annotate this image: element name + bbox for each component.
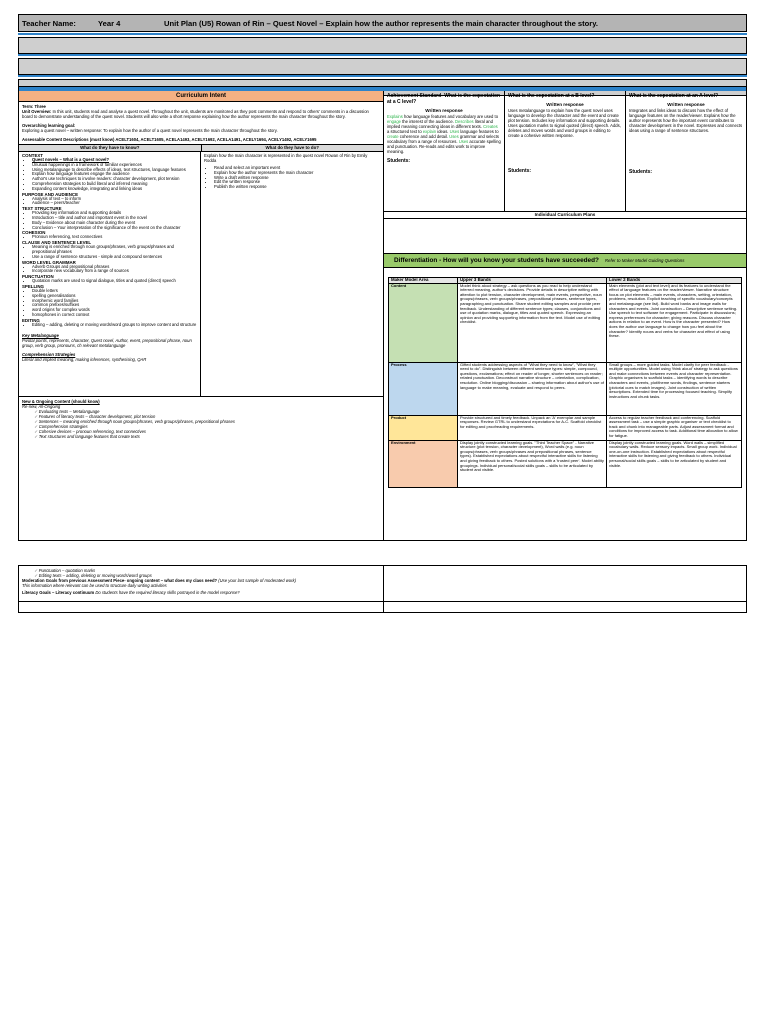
b-students-label: Students:	[508, 168, 532, 174]
context-list	[22, 158, 197, 192]
c-level-title: Achievement Standard- What is the expectation at a C level?	[387, 93, 501, 105]
header-bar	[18, 14, 747, 32]
clause-heading: CLAUSE AND SENTENCE LEVEL	[22, 240, 92, 246]
punctuation-list	[22, 279, 197, 284]
literacy-goals: Literacy Goals – Literacy continuum Do students have the required literacy skills portrayed in the model response?	[22, 590, 240, 595]
goal-label: Overarching learning goal:	[22, 123, 76, 128]
list-item: • Audience – peers/teacher	[32, 201, 197, 206]
list-item: ✓ Editing texts – adding, deleting or moving words/word groups	[34, 573, 380, 578]
list-item: • Comprehension strategies to build literal and inferred meaning	[32, 182, 197, 187]
list-item: • Explain how the author represents the main character	[214, 171, 380, 176]
do-column	[201, 152, 383, 396]
unit-plan-table	[18, 86, 747, 541]
list-item: • word origins for complex words	[32, 308, 197, 313]
unit-title: Unit Plan (U5) Rowan of Rin – Quest Novel – Explain how the author represents the main character throughout the story.	[164, 18, 599, 28]
ongoing-content	[19, 397, 383, 441]
list-item: • Use a range of sentence structures - simple and compound sentences	[32, 255, 197, 260]
moderation-goals: Moderation Goals from previous Assessment Piece- ongoing content – what does my class need? (Use your last sample of moderated work)	[22, 578, 296, 583]
list-item: • Quest novels – What is a Quest novel?	[32, 158, 197, 163]
c-level-cell	[384, 91, 505, 211]
header-divider-3	[18, 75, 747, 77]
editing-heading: EDITING	[22, 317, 40, 323]
list-item: ✓ Text structures and language features that create texts	[34, 434, 380, 439]
spelling-heading: SPELLING	[22, 283, 44, 289]
list-item: ✓ Sentences – meaning enriched through noun groups/phrases, verb groups/phrases, prepositional phrases	[34, 419, 380, 424]
list-item: • Adverb Groups and prepositional phrases	[32, 265, 197, 270]
purpose-heading: PURPOSE AND AUDIENCE	[22, 191, 79, 197]
header-divider-2	[18, 54, 747, 56]
structure-list	[22, 211, 197, 230]
list-item: • Introduction – title and author and important event in the novel	[32, 216, 197, 221]
list-item: • spelling generalisations	[32, 294, 197, 299]
list-item: • Meaning is enriched through noun groups/phrases, verb groups/phrases and prepositional phrases	[32, 245, 197, 255]
header-row-3	[18, 58, 747, 75]
teacher-name-label: Teacher Name:	[22, 18, 76, 28]
column-header: Maker Model Area	[389, 278, 458, 284]
area-cell: Content	[389, 283, 458, 362]
ongoing-sub: Re-new, All-Ongoing	[22, 404, 61, 409]
comprehension-label: Comprehension Strategies	[22, 351, 76, 357]
ongoing-list	[22, 409, 380, 439]
lower-cell: Main elements (plot and text level) and its features to understand the effect of language features on the reader/viewer. Narrative structure focus on plot elements – main events, characters, setting, orientation, problems, resolution. Explicit teaching of specific vocabulary/concepts and metalanguage (see list). Build word banks and image walls for characters and events. Joint construction – Descriptive sentence writing. Use speech to text software for engagement. Participate in discussions; express preferences for character; giving reasons. Discuss character actions in relation to an event. How is the character presented? How does the author use language to change how you feel about the character? Identify nouns and verbs for character and effect of using these.	[607, 283, 742, 362]
continuation-divider	[19, 601, 746, 602]
unit-overview	[19, 102, 383, 144]
list-item: • Incorporate new vocabulary from a range of sources	[32, 269, 197, 274]
context-heading: CONTEXT	[22, 153, 43, 158]
list-item: ✓ Comprehension strategies	[34, 424, 380, 429]
b-level-title: What is the expectation at a B level?	[508, 93, 595, 99]
goal-text: Exploring a quest novel – written response: To explain how the author of a quest novel represents the main character throughout the story.	[22, 128, 278, 133]
know-do-body	[19, 152, 383, 397]
do-header: What do they have to do?	[265, 145, 319, 150]
a-level-cell	[626, 91, 746, 211]
table-row	[389, 415, 742, 440]
word-heading: WORD LEVEL GRAMMAR	[22, 259, 76, 265]
do-list	[204, 166, 380, 190]
header-divider	[18, 33, 747, 35]
upper-cell: Gifted students addressing aspects of "What they need to know", "What they need to do". Distinguish between different sentence types: simple, compound, questions, exclamations; effect on reader of longer, shorter sentences on reader; related punctuation. Deconstruct narrative structure – orientation, complication, resolution. Online blogging/discussion – sharing information about author's use of language to make meaning, evaluate and respond to peers.	[458, 362, 607, 415]
list-item: • Expanding content knowledge, integrating and linking ideas	[32, 187, 197, 192]
achievement-standards	[384, 91, 746, 212]
c-level-text: Explains how language features and vocabulary are used to engage the interest of the audience. Describes literal and implied meaning connecting ideas in different texts. Creates a structured text to explain ideas. Uses language features to create coherence and add detail. Uses grammar and selects vocabulary from a range of resources. Uses accurate spelling and punctuation. Re-reads and edits work to improve meaning.	[387, 114, 501, 154]
table-row	[389, 440, 742, 487]
upper-cell: Display jointly constructed learning goals. "Third Teacher Space" - Narrative structure (plot tension, character development), Word walls (e.g. noun groups/phrases, verb groups/phrases and prepositional phrases, sentence types). Established expectations about respectful interactive skills for listening and giving feedback to others. Posted solutions with a 'trusted peer'. Model ability groupings. Individual personal/social skills goals – skills to be articulated by student and visible.	[458, 440, 607, 487]
area-cell: Environment	[389, 440, 458, 487]
list-item: • common prefixes/suffixes	[32, 303, 197, 308]
c-students-label: Students:	[387, 158, 411, 164]
list-item: • morphemic word families	[32, 299, 197, 304]
list-item: • Author's use techniques to involve readers: character development, plot tension	[32, 177, 197, 182]
list-item: • Write a draft written response	[214, 176, 380, 181]
cohesion-heading: COHESION	[22, 230, 46, 236]
b-level-text: Uses metalanguage to explain how the quest novel uses language to develop the character and the event and create plot tension. Includes key information and supporting details. Uses quotation marks to signal quoted (direct) speech. Adds, deletes and moves words and word groups in editing to create a cohesive written response.	[508, 108, 621, 138]
year-label: Year 4	[98, 18, 121, 28]
list-item: • Double letters	[32, 289, 197, 294]
lower-cell: Access to regular teacher feedback and conferencing. Scaffold assessment task – use a simple graphic organiser or text checklist to track and chunk into manageable parts. Adjust assessment format and conditions for improved access to task. Additional time allocation to allow for fatigue.	[607, 415, 742, 440]
b-written-label: Written response	[546, 102, 584, 107]
a-level-title: What is the expectation at an A level?	[629, 93, 719, 99]
column-header: Lower 2 Bands	[607, 278, 742, 284]
upper-cell: Model think aloud strategy – ask questions as you read to help understand inferred meaning, author's decisions. Provide details in descriptive writing with attention to plot tension, character development, main events, perspective, noun groups/phrases, verb groups/phrases, prepositional phrases, sentence types, paragraphing and punctuation. Share student editing samples and provide peer feedback. Understanding of different sentence types; clauses, conjunctions and use of quotation marks, dialogue, titles and quoted speech. Expressing an opinion and providing supporting information from the text. Model use of editing checklist.	[458, 283, 607, 362]
list-item: • Providing key information and supporting details	[32, 211, 197, 216]
comprehension-text: Literal and implied meaning, making inferences, synthesising, QAR	[22, 356, 147, 362]
assessable-content: Assessable Content Descriptions (must know) ACELT1604, ACELT1605, ACELA1493, ACELY1692, ACELA1491, ACELY1694, ACELY1492, ACELY1695	[22, 137, 317, 142]
punctuation-heading: PUNCTUATION	[22, 274, 54, 280]
curriculum-intent-title: Curriculum Intent	[19, 91, 383, 102]
structure-heading: TEXT STRUCTURE	[22, 206, 62, 212]
table-row	[389, 283, 742, 362]
assessment-column	[384, 91, 746, 540]
list-item: ✓ Evaluating texts – Metalanguage	[34, 409, 380, 414]
list-item: ✓ Cohesive devices – pronoun referencing, text connectives	[34, 429, 380, 434]
list-item: • Read and select an important event	[214, 166, 380, 171]
clause-list	[22, 245, 197, 259]
differentiation-note: Refer to Maker Model Guiding Questions	[604, 258, 685, 263]
know-do-header	[19, 144, 383, 152]
list-item: • Explain how language features engage the audience	[32, 172, 197, 177]
a-level-text: Integrates and links ideas to discuss how the effect of language features on the reader/viewer. Explains how the author represents how the important event contributes to character development in the novel. Expresses and connects ideas using a range of sentence structures.	[629, 108, 743, 133]
know-header: What do they have to know?	[19, 145, 202, 151]
list-item: • Body – Evidence about main character during the event	[32, 221, 197, 226]
list-item: • Pronoun referencing, text connectives	[32, 235, 197, 240]
upper-cell: Provide structured and timely feedback. Unpack an 'A' exemplar and sample responses. Review GTRL to understand expectations for A-C. Scaffold checklist for editing and proofreading requirements.	[458, 415, 607, 440]
maker-model-table	[388, 277, 742, 488]
do-intro: Explain how the main character is represented in the quest novel Rowan of Rin by Emily Rodda	[204, 153, 368, 163]
header-section	[18, 14, 747, 96]
list-item: • Quotation marks are used to signal dialogue, titles and quoted (direct) speech	[32, 279, 197, 284]
continuation-left-cell	[19, 566, 384, 612]
c-written-label: Written response	[425, 108, 463, 113]
list-item: • homophones in correct context	[32, 313, 197, 318]
table-row	[389, 362, 742, 415]
know-column	[19, 152, 201, 396]
a-written-label: Written response	[667, 102, 705, 107]
header-row-2	[18, 37, 747, 54]
list-item: • Using metalanguage to describe effects of ideas, text structures, language features	[32, 168, 197, 173]
differentiation-header	[384, 254, 746, 268]
metalanguage-text: Pivotal points, represents, character, Quest novel, Author, event, prepositional phrase, noun group, verb group, pronouns, ch relevant metalanguage	[22, 337, 192, 348]
word-list	[22, 265, 197, 275]
list-item: • Analysis of text – to inform	[32, 197, 197, 202]
purpose-list	[22, 197, 197, 207]
area-cell: Product	[389, 415, 458, 440]
list-item: • Edit the written response	[214, 180, 380, 185]
lower-cell: Small groups – more guided tasks. Model clarify for peer feedback - multiple opportunities. Model using 'think aloud' strategy to ask questions and make connections between events and character representation. Graphic organisers to scaffold tasks – identifying words to describe characters and events, plot/theme words, findings, sentence starters (pictorial cues to match images). Joint construction of written descriptions. Extended time for processing focused teaching. Simplify instructions and chunk tasks.	[607, 362, 742, 415]
list-item: • Publish the written response	[214, 185, 380, 190]
metalanguage-label: Key Metalanguage	[22, 332, 59, 338]
overview-text: Unit Overview: In this unit, students read and analyse a quest novel. Throughout the unit, students are monitored as they post comments and respond to others' comments in a discussion board to demonstrate understanding of the quest novel. Students will also write a short response explaining how the author represents the main character throughout the story.	[22, 109, 369, 119]
icp-body	[384, 219, 746, 254]
a-students-label: Students:	[629, 169, 653, 175]
list-item: • Unusual happenings in a framework of familiar experiences	[32, 163, 197, 168]
editing-list	[22, 323, 197, 328]
icp-title: Individual Curriculum Plans	[384, 212, 746, 219]
differentiation-title: Differentiation - How will you know your students have succeeded?	[394, 257, 599, 264]
area-cell: Process	[389, 362, 458, 415]
list-item: ✓ Features of literacy texts – character development, plot tension	[34, 414, 380, 419]
moderation-info: This information where relevant can be used to structure daily writing activities	[22, 583, 167, 588]
list-item: • Conclusion – Your interpretation of the significance of the event on the character	[32, 226, 197, 231]
term-label: Term: Three	[22, 104, 46, 109]
ongoing-title: New & Ongoing Content (should know)	[22, 399, 100, 404]
spelling-list	[22, 289, 197, 318]
continuation-list	[22, 568, 380, 578]
curriculum-intent-column	[19, 91, 384, 540]
column-header: Upper 3 Bands	[458, 278, 607, 284]
b-level-cell	[505, 91, 626, 211]
continuation-table	[18, 565, 747, 613]
lower-cell: Display jointly constructed learning goals. Word walls – simplified vocabulary walls. Reduce sensory impacts. Small group work. Individual one-on-one instruction. Established expectations about respectful interactive skills for listening and giving feedback to others. Individual personal/social skills goals – skills to be articulated by student and visible.	[607, 440, 742, 487]
list-item: ✓ Punctuation – quotation marks	[34, 568, 380, 573]
list-item: • Editing – adding, deleting or moving words/word groups to improve content and structure	[32, 323, 197, 328]
